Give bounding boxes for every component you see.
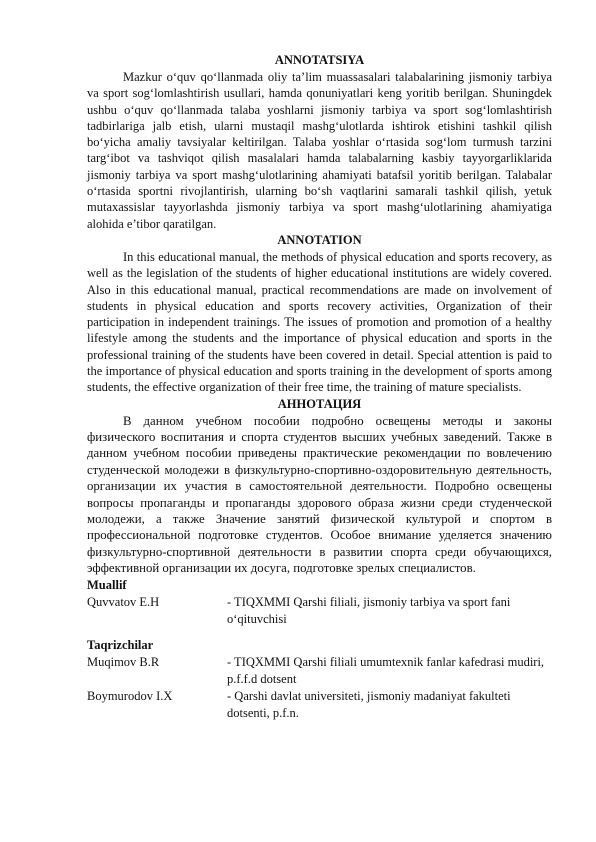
uzbek-annotation-text: Mazkur o‘quv qo‘llanmada oliy ta’lim muassasalari talabalarining jismoniy tarbiya va sport sog‘lomlashtirish usullari, hamda qonuniyatlari keng yoritib berilgan. Shuningdek ushbu o‘quv qo‘llanmada talaba yoshlarni jismoniy tarbiya va sport sog‘lomlashtirish tadbirlariga jalb etish, ularni mustaqil mashg‘ulotlarda ishtirok etishini tashkil qilish bo‘yicha amaliy tavsiyalar keltirilgan. Talaba yoshlar o‘rtasida sog‘lom turmush tarzini targ‘ibot va tashviqot qilish masalalari hamda talabalarning kasbiy tayyorgarliklarida jismoniy tarbiya va sport mashg‘ulotlarining ahamiyati batafsil yoritib berilgan. Talabalar o‘rtasida sportni rivojlantirish, ularning bo‘sh vaqtlarini samarali tashkil qilish, yetuk mutaxassislar tayyorlashda jismoniy tarbiya va sport mashg‘ulotlarining ahamiyatiga alohida e’tibor qaratilgan. xyxy=(87,70,552,231)
russian-annotation-title: АННОТАЦИЯ xyxy=(277,396,362,411)
reviewers-heading: Taqrizchilar xyxy=(87,637,154,652)
author-role: - TIQXMMI Qarshi filiali, jismoniy tarbiya va sport fani o‘qituvchisi xyxy=(227,594,511,626)
russian-annotation-text: В данном учебном пособии подробно освещены методы и законы физического воспитания и спорта студентов высших учебных заведений. Также в данном учебном пособии приведены практические рекомендации по вовлечению студенческой молодежи в физкультурно-спортивно-оздоровительную деятельность, организации их участия в самостоятельной деятельности. Подробно освещены вопросы пропаганды и пропаганды здорового образа жизни среди студенческой молодежи, а также Значение занятий физической культурой и спортом в профессиональной подготовке студентов. Особое внимание уделяется значению физкультурно-спортивной деятельности в развитии спорта среди обучающихся, эффективной организации их досуга, подготовке зрелых специалистов. xyxy=(87,413,552,576)
reviewer-name: Muqimov B.R xyxy=(87,654,160,669)
uzbek-annotation xyxy=(87,52,552,232)
author-heading: Muallif xyxy=(87,577,127,592)
russian-annotation xyxy=(87,396,552,577)
author-name: Quvvatov E.H xyxy=(87,594,160,609)
reviewer-role: - TIQXMMI Qarshi filiali umumtexnik fanlar kafedrasi mudiri, p.f.f.d dotsent xyxy=(227,654,545,686)
uzbek-annotation-title: ANNOTATSIYA xyxy=(274,53,365,67)
reviewer-row xyxy=(87,688,552,722)
english-annotation xyxy=(87,232,552,396)
english-annotation-text: In this educational manual, the methods of physical education and sports recovery, as well as the legislation of the students of higher educational institutions are widely covered. Also in this educational manual, practical recommendations are made on involvement of students in physical education and sports recovery activities, Organization of their participation in independent trainings. The issues of promotion and promotion of a healthy lifestyle among the students and the importance of physical education and sports in the professional training of the students have been covered in detail. Special attention is paid to the importance of physical education and sports training in the development of sports among students, the effective organization of their free time, the training of mature specialists. xyxy=(87,249,552,395)
reviewer-row xyxy=(87,654,552,688)
reviewer-name: Boymurodov I.X xyxy=(87,688,173,703)
document-page xyxy=(87,52,552,722)
author-row xyxy=(87,594,552,628)
reviewer-role: - Qarshi davlat universiteti, jismoniy madaniyat fakulteti dotsenti, p.f.n. xyxy=(227,688,511,720)
english-annotation-title: ANNOTATION xyxy=(277,232,362,247)
